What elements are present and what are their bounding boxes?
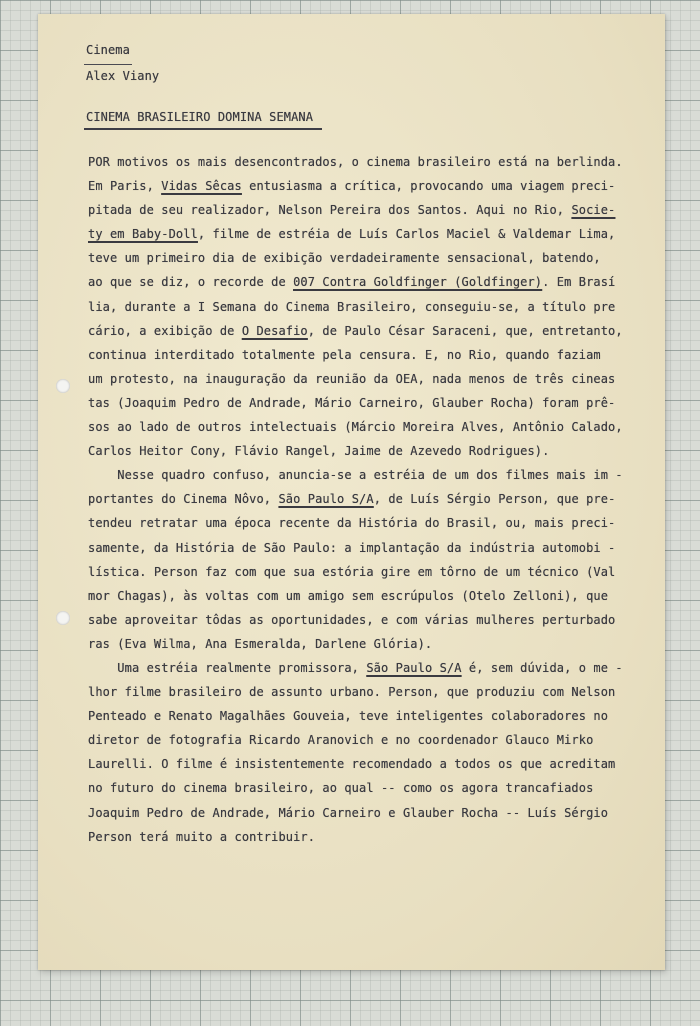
text-segment: Nesse quadro confuso, anuncia-se a estréia de um dos filmes mais im - (88, 468, 623, 483)
text-segment: Person terá muito a contribuir. (88, 829, 316, 844)
text-segment: Uma estréia realmente promissora, (88, 660, 367, 675)
punch-hole (56, 611, 70, 625)
text-segment: lística. Person faz com que sua estória gire em tôrno de um técnico (Val (88, 564, 616, 579)
underlined-film-title: São Paulo S/A (366, 660, 462, 675)
text-line (88, 319, 644, 343)
text-segment: mor Chagas), às voltas com um amigo sem escrúpulos (Otelo Zelloni), que (88, 588, 609, 603)
text-line (88, 728, 644, 752)
text-segment: , de Luís Sérgio Person, que pre- (373, 492, 616, 507)
text-segment: lia, durante a I Semana do Cinema Brasileiro, conseguiu-se, a título pre (88, 299, 616, 314)
text-segment: sos ao lado de outros intelectuais (Márcio Moreira Alves, Antônio Calado, (88, 420, 623, 435)
text-segment: sabe aproveitar tôdas as oportunidades, e com várias mulheres perturbado (88, 612, 616, 627)
article-title: CINEMA BRASILEIRO DOMINA SEMANA (86, 110, 314, 124)
text-segment: Laurelli. O filme é insistentemente recomendado a todos os que acreditam (88, 757, 616, 772)
text-line (88, 391, 644, 415)
text-segment: teve um primeiro dia de exibição verdadeiramente sensacional, batendo, (88, 251, 601, 266)
section-label: Cinema (86, 43, 130, 57)
text-line (88, 295, 644, 319)
text-segment: Joaquim Pedro de Andrade, Mário Carneiro e Glauber Rocha -- Luís Sérgio (88, 805, 609, 820)
text-segment: POR motivos os mais desencontrados, o cinema brasileiro está na berlinda. (88, 155, 623, 169)
text-line (88, 246, 644, 270)
text-line (88, 632, 644, 656)
text-line (88, 463, 644, 487)
text-line (88, 511, 644, 535)
text-line (88, 487, 644, 511)
text-segment: , de Paulo César Saraceni, que, entretanto, (307, 323, 623, 338)
text-line (88, 150, 644, 174)
underlined-film-title: O Desafio (241, 323, 308, 338)
text-segment: no futuro do cinema brasileiro, ao qual -- como os agora trancafiados (88, 781, 594, 796)
underlined-film-title: Vidas Sêcas (161, 179, 242, 194)
text-line (88, 222, 644, 246)
article-body (88, 150, 644, 849)
text-segment: é, sem dúvida, o me - (461, 660, 623, 675)
text-line (88, 198, 644, 222)
underlined-film-title: Socie- (571, 203, 616, 218)
text-line (88, 704, 644, 728)
text-line (88, 801, 644, 825)
text-line (88, 270, 644, 294)
text-segment: portantes do Cinema Nôvo, (88, 492, 279, 507)
text-segment: tas (Joaquim Pedro de Andrade, Mário Carneiro, Glauber Rocha) foram prê- (88, 395, 616, 410)
text-line (88, 536, 644, 560)
text-segment: cário, a exibição de (88, 323, 242, 338)
text-segment: , filme de estréia de Luís Carlos Maciel & Valdemar Lima, (197, 227, 616, 242)
text-segment: continua interditado totalmente pela censura. E, no Rio, quando faziam (88, 347, 601, 362)
text-segment: pitada de seu realizador, Nelson Pereira dos Santos. Aqui no Rio, (88, 203, 572, 218)
text-line (88, 439, 644, 463)
text-segment: Penteado e Renato Magalhães Gouveia, teve inteligentes colaboradores no (88, 709, 609, 724)
section-rule (84, 64, 132, 65)
text-line (88, 584, 644, 608)
text-segment: ao que se diz, o recorde de (88, 275, 294, 290)
text-line (88, 343, 644, 367)
text-line (88, 752, 644, 776)
text-line (88, 415, 644, 439)
text-segment: . Em Brasí (542, 275, 616, 290)
author-name: Alex Viany (86, 69, 160, 83)
text-segment: diretor de fotografia Ricardo Aranovich e no coordenador Glauco Mirko (88, 733, 594, 748)
text-line (88, 825, 644, 849)
underlined-film-title: ty em Baby-Doll (88, 227, 198, 242)
title-underline (84, 128, 322, 130)
text-line (88, 656, 644, 680)
text-line (88, 367, 644, 391)
underlined-film-title: São Paulo S/A (278, 492, 374, 507)
underlined-film-title: 007 Contra Goldfinger (Goldfinger) (293, 275, 543, 290)
punch-hole (56, 379, 70, 393)
text-segment: ras (Eva Wilma, Ana Esmeralda, Darlene Glória). (88, 636, 433, 651)
text-line (88, 776, 644, 800)
text-line (88, 608, 644, 632)
text-segment: entusiasma a crítica, provocando uma viagem preci- (241, 179, 616, 194)
text-segment: Em Paris, (88, 179, 162, 194)
text-line (88, 174, 644, 198)
text-line (88, 680, 644, 704)
text-segment: lhor filme brasileiro de assunto urbano. Person, que produziu com Nelson (88, 685, 616, 700)
text-segment: um protesto, na inauguração da reunião da OEA, nada menos de três cineas (88, 371, 616, 386)
text-segment: Carlos Heitor Cony, Flávio Rangel, Jaime de Azevedo Rodrigues). (88, 444, 550, 459)
text-segment: tendeu retratar uma época recente da História do Brasil, ou, mais preci- (88, 516, 616, 531)
text-segment: samente, da História de São Paulo: a implantação da indústria automobi - (88, 540, 616, 555)
text-line (88, 560, 644, 584)
